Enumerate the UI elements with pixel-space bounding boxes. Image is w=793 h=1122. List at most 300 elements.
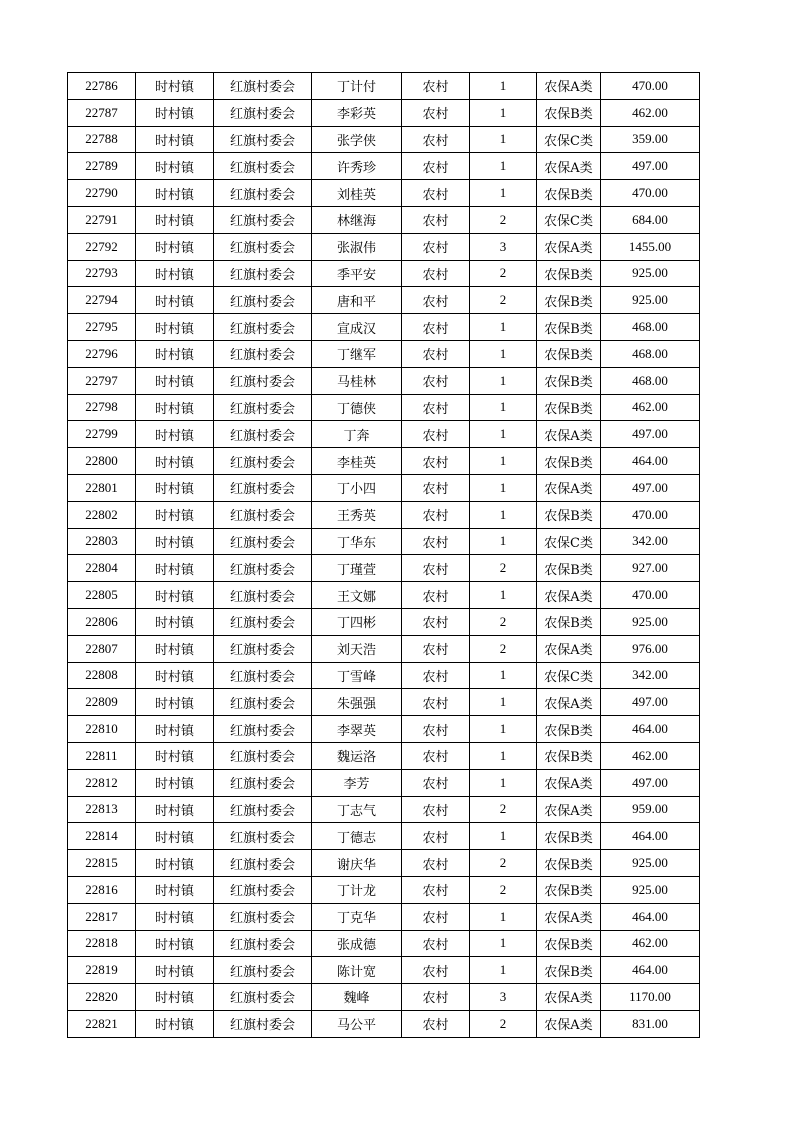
cell-name: 丁小四 xyxy=(312,474,402,501)
cell-id: 22800 xyxy=(68,448,136,475)
cell-name: 魏峰 xyxy=(312,984,402,1011)
table-row xyxy=(68,742,700,769)
cell-name: 丁计付 xyxy=(312,73,402,100)
cell-village: 红旗村委会 xyxy=(214,528,312,555)
cell-amount: 684.00 xyxy=(601,206,700,233)
cell-area: 农村 xyxy=(402,903,470,930)
cell-name: 丁计龙 xyxy=(312,876,402,903)
table-row xyxy=(68,1010,700,1037)
cell-count: 1 xyxy=(470,474,537,501)
cell-category: 农保A类 xyxy=(537,73,601,100)
cell-town: 时村镇 xyxy=(136,206,214,233)
cell-amount: 462.00 xyxy=(601,99,700,126)
cell-count: 1 xyxy=(470,340,537,367)
cell-village: 红旗村委会 xyxy=(214,153,312,180)
cell-id: 22804 xyxy=(68,555,136,582)
table-row xyxy=(68,180,700,207)
table-row xyxy=(68,501,700,528)
table-row xyxy=(68,233,700,260)
cell-village: 红旗村委会 xyxy=(214,421,312,448)
cell-count: 1 xyxy=(470,903,537,930)
cell-name: 马桂林 xyxy=(312,367,402,394)
cell-name: 李翠英 xyxy=(312,716,402,743)
table-row xyxy=(68,903,700,930)
cell-category: 农保B类 xyxy=(537,448,601,475)
table-body xyxy=(68,73,700,1038)
cell-amount: 359.00 xyxy=(601,126,700,153)
cell-area: 农村 xyxy=(402,99,470,126)
cell-category: 农保B类 xyxy=(537,930,601,957)
cell-village: 红旗村委会 xyxy=(214,742,312,769)
cell-category: 农保A类 xyxy=(537,1010,601,1037)
cell-amount: 925.00 xyxy=(601,287,700,314)
cell-village: 红旗村委会 xyxy=(214,689,312,716)
cell-village: 红旗村委会 xyxy=(214,555,312,582)
cell-name: 刘天浩 xyxy=(312,635,402,662)
cell-amount: 470.00 xyxy=(601,73,700,100)
cell-count: 1 xyxy=(470,394,537,421)
cell-amount: 470.00 xyxy=(601,180,700,207)
cell-category: 农保A类 xyxy=(537,421,601,448)
cell-category: 农保B类 xyxy=(537,876,601,903)
cell-area: 农村 xyxy=(402,340,470,367)
cell-amount: 342.00 xyxy=(601,528,700,555)
cell-count: 1 xyxy=(470,689,537,716)
cell-village: 红旗村委会 xyxy=(214,99,312,126)
cell-area: 农村 xyxy=(402,180,470,207)
cell-village: 红旗村委会 xyxy=(214,501,312,528)
cell-village: 红旗村委会 xyxy=(214,474,312,501)
cell-amount: 925.00 xyxy=(601,876,700,903)
cell-count: 2 xyxy=(470,1010,537,1037)
cell-category: 农保B类 xyxy=(537,957,601,984)
cell-area: 农村 xyxy=(402,287,470,314)
cell-amount: 468.00 xyxy=(601,314,700,341)
cell-town: 时村镇 xyxy=(136,957,214,984)
cell-name: 丁雪峰 xyxy=(312,662,402,689)
cell-village: 红旗村委会 xyxy=(214,635,312,662)
table-row xyxy=(68,930,700,957)
cell-count: 2 xyxy=(470,206,537,233)
table-row xyxy=(68,73,700,100)
cell-area: 农村 xyxy=(402,126,470,153)
cell-village: 红旗村委会 xyxy=(214,662,312,689)
cell-count: 1 xyxy=(470,314,537,341)
cell-name: 林继海 xyxy=(312,206,402,233)
cell-town: 时村镇 xyxy=(136,1010,214,1037)
cell-village: 红旗村委会 xyxy=(214,448,312,475)
cell-area: 农村 xyxy=(402,635,470,662)
cell-area: 农村 xyxy=(402,448,470,475)
cell-category: 农保A类 xyxy=(537,474,601,501)
cell-name: 张学侠 xyxy=(312,126,402,153)
cell-town: 时村镇 xyxy=(136,153,214,180)
cell-amount: 925.00 xyxy=(601,850,700,877)
cell-category: 农保A类 xyxy=(537,796,601,823)
table-row xyxy=(68,528,700,555)
cell-count: 2 xyxy=(470,876,537,903)
cell-amount: 464.00 xyxy=(601,957,700,984)
cell-area: 农村 xyxy=(402,528,470,555)
cell-area: 农村 xyxy=(402,796,470,823)
table-row xyxy=(68,850,700,877)
cell-name: 丁四彬 xyxy=(312,608,402,635)
cell-count: 2 xyxy=(470,796,537,823)
cell-amount: 470.00 xyxy=(601,582,700,609)
table-row xyxy=(68,582,700,609)
cell-count: 1 xyxy=(470,501,537,528)
cell-id: 22812 xyxy=(68,769,136,796)
cell-category: 农保A类 xyxy=(537,635,601,662)
cell-area: 农村 xyxy=(402,769,470,796)
cell-name: 丁克华 xyxy=(312,903,402,930)
cell-village: 红旗村委会 xyxy=(214,367,312,394)
cell-id: 22792 xyxy=(68,233,136,260)
cell-count: 1 xyxy=(470,73,537,100)
table-row xyxy=(68,957,700,984)
cell-count: 2 xyxy=(470,287,537,314)
cell-area: 农村 xyxy=(402,314,470,341)
cell-village: 红旗村委会 xyxy=(214,180,312,207)
cell-category: 农保A类 xyxy=(537,582,601,609)
cell-area: 农村 xyxy=(402,823,470,850)
cell-category: 农保B类 xyxy=(537,555,601,582)
cell-name: 刘桂英 xyxy=(312,180,402,207)
cell-village: 红旗村委会 xyxy=(214,340,312,367)
cell-village: 红旗村委会 xyxy=(214,260,312,287)
cell-name: 张淑伟 xyxy=(312,233,402,260)
cell-amount: 1170.00 xyxy=(601,984,700,1011)
cell-area: 农村 xyxy=(402,367,470,394)
table-row xyxy=(68,635,700,662)
cell-name: 马公平 xyxy=(312,1010,402,1037)
cell-area: 农村 xyxy=(402,716,470,743)
cell-category: 农保B类 xyxy=(537,287,601,314)
cell-area: 农村 xyxy=(402,474,470,501)
cell-id: 22790 xyxy=(68,180,136,207)
cell-id: 22813 xyxy=(68,796,136,823)
cell-amount: 497.00 xyxy=(601,153,700,180)
cell-id: 22795 xyxy=(68,314,136,341)
cell-area: 农村 xyxy=(402,1010,470,1037)
cell-village: 红旗村委会 xyxy=(214,823,312,850)
cell-village: 红旗村委会 xyxy=(214,206,312,233)
cell-area: 农村 xyxy=(402,394,470,421)
table-row xyxy=(68,421,700,448)
cell-id: 22810 xyxy=(68,716,136,743)
cell-category: 农保B类 xyxy=(537,850,601,877)
cell-count: 2 xyxy=(470,850,537,877)
cell-town: 时村镇 xyxy=(136,742,214,769)
cell-name: 唐和平 xyxy=(312,287,402,314)
table-row xyxy=(68,662,700,689)
cell-town: 时村镇 xyxy=(136,73,214,100)
cell-village: 红旗村委会 xyxy=(214,1010,312,1037)
cell-amount: 925.00 xyxy=(601,260,700,287)
cell-village: 红旗村委会 xyxy=(214,850,312,877)
cell-area: 农村 xyxy=(402,582,470,609)
cell-village: 红旗村委会 xyxy=(214,957,312,984)
cell-village: 红旗村委会 xyxy=(214,876,312,903)
table-row xyxy=(68,287,700,314)
cell-village: 红旗村委会 xyxy=(214,984,312,1011)
table-row xyxy=(68,260,700,287)
cell-category: 农保B类 xyxy=(537,716,601,743)
cell-name: 丁瑾萱 xyxy=(312,555,402,582)
cell-category: 农保B类 xyxy=(537,823,601,850)
cell-amount: 959.00 xyxy=(601,796,700,823)
cell-category: 农保B类 xyxy=(537,394,601,421)
cell-town: 时村镇 xyxy=(136,984,214,1011)
cell-amount: 925.00 xyxy=(601,608,700,635)
cell-category: 农保B类 xyxy=(537,501,601,528)
cell-name: 季平安 xyxy=(312,260,402,287)
cell-id: 22816 xyxy=(68,876,136,903)
cell-area: 农村 xyxy=(402,876,470,903)
cell-category: 农保A类 xyxy=(537,984,601,1011)
table-row xyxy=(68,367,700,394)
cell-count: 2 xyxy=(470,608,537,635)
cell-town: 时村镇 xyxy=(136,528,214,555)
cell-id: 22806 xyxy=(68,608,136,635)
cell-name: 魏运洛 xyxy=(312,742,402,769)
cell-category: 农保B类 xyxy=(537,608,601,635)
cell-amount: 470.00 xyxy=(601,501,700,528)
cell-count: 1 xyxy=(470,823,537,850)
cell-village: 红旗村委会 xyxy=(214,769,312,796)
table-row xyxy=(68,448,700,475)
table-row xyxy=(68,474,700,501)
cell-amount: 497.00 xyxy=(601,474,700,501)
cell-village: 红旗村委会 xyxy=(214,73,312,100)
cell-count: 2 xyxy=(470,635,537,662)
cell-amount: 927.00 xyxy=(601,555,700,582)
cell-area: 农村 xyxy=(402,233,470,260)
cell-amount: 462.00 xyxy=(601,742,700,769)
cell-town: 时村镇 xyxy=(136,796,214,823)
cell-town: 时村镇 xyxy=(136,501,214,528)
cell-village: 红旗村委会 xyxy=(214,233,312,260)
cell-id: 22798 xyxy=(68,394,136,421)
table-row xyxy=(68,394,700,421)
cell-amount: 464.00 xyxy=(601,716,700,743)
cell-name: 丁德志 xyxy=(312,823,402,850)
cell-amount: 462.00 xyxy=(601,394,700,421)
cell-category: 农保C类 xyxy=(537,528,601,555)
cell-name: 李芳 xyxy=(312,769,402,796)
cell-id: 22786 xyxy=(68,73,136,100)
cell-town: 时村镇 xyxy=(136,340,214,367)
cell-village: 红旗村委会 xyxy=(214,796,312,823)
cell-village: 红旗村委会 xyxy=(214,394,312,421)
cell-name: 丁奔 xyxy=(312,421,402,448)
cell-id: 22802 xyxy=(68,501,136,528)
table-row xyxy=(68,876,700,903)
cell-id: 22817 xyxy=(68,903,136,930)
cell-id: 22807 xyxy=(68,635,136,662)
cell-name: 丁继军 xyxy=(312,340,402,367)
cell-town: 时村镇 xyxy=(136,260,214,287)
cell-amount: 464.00 xyxy=(601,448,700,475)
cell-id: 22821 xyxy=(68,1010,136,1037)
cell-village: 红旗村委会 xyxy=(214,903,312,930)
cell-area: 农村 xyxy=(402,260,470,287)
cell-town: 时村镇 xyxy=(136,662,214,689)
cell-category: 农保A类 xyxy=(537,233,601,260)
cell-amount: 464.00 xyxy=(601,823,700,850)
cell-category: 农保B类 xyxy=(537,99,601,126)
cell-town: 时村镇 xyxy=(136,850,214,877)
cell-count: 3 xyxy=(470,233,537,260)
cell-category: 农保A类 xyxy=(537,689,601,716)
cell-category: 农保C类 xyxy=(537,206,601,233)
cell-category: 农保A类 xyxy=(537,769,601,796)
cell-area: 农村 xyxy=(402,206,470,233)
cell-town: 时村镇 xyxy=(136,689,214,716)
cell-town: 时村镇 xyxy=(136,287,214,314)
cell-village: 红旗村委会 xyxy=(214,716,312,743)
cell-count: 1 xyxy=(470,180,537,207)
table-row xyxy=(68,555,700,582)
cell-count: 1 xyxy=(470,662,537,689)
cell-id: 22819 xyxy=(68,957,136,984)
cell-id: 22809 xyxy=(68,689,136,716)
cell-id: 22808 xyxy=(68,662,136,689)
cell-town: 时村镇 xyxy=(136,823,214,850)
cell-area: 农村 xyxy=(402,742,470,769)
cell-id: 22793 xyxy=(68,260,136,287)
cell-id: 22791 xyxy=(68,206,136,233)
cell-town: 时村镇 xyxy=(136,903,214,930)
cell-id: 22814 xyxy=(68,823,136,850)
cell-town: 时村镇 xyxy=(136,555,214,582)
cell-count: 1 xyxy=(470,930,537,957)
cell-name: 李桂英 xyxy=(312,448,402,475)
table-row xyxy=(68,608,700,635)
cell-area: 农村 xyxy=(402,73,470,100)
cell-id: 22811 xyxy=(68,742,136,769)
cell-area: 农村 xyxy=(402,850,470,877)
cell-id: 22797 xyxy=(68,367,136,394)
cell-amount: 462.00 xyxy=(601,930,700,957)
cell-id: 22789 xyxy=(68,153,136,180)
cell-town: 时村镇 xyxy=(136,233,214,260)
cell-category: 农保B类 xyxy=(537,340,601,367)
cell-category: 农保B类 xyxy=(537,367,601,394)
cell-count: 1 xyxy=(470,742,537,769)
cell-area: 农村 xyxy=(402,930,470,957)
cell-count: 1 xyxy=(470,153,537,180)
table-row xyxy=(68,340,700,367)
cell-town: 时村镇 xyxy=(136,716,214,743)
cell-town: 时村镇 xyxy=(136,930,214,957)
cell-count: 1 xyxy=(470,99,537,126)
cell-area: 农村 xyxy=(402,662,470,689)
cell-amount: 464.00 xyxy=(601,903,700,930)
cell-category: 农保B类 xyxy=(537,314,601,341)
cell-town: 时村镇 xyxy=(136,608,214,635)
cell-count: 2 xyxy=(470,555,537,582)
cell-count: 1 xyxy=(470,126,537,153)
cell-area: 农村 xyxy=(402,984,470,1011)
cell-count: 2 xyxy=(470,260,537,287)
cell-count: 1 xyxy=(470,421,537,448)
cell-category: 农保C类 xyxy=(537,126,601,153)
cell-name: 许秀珍 xyxy=(312,153,402,180)
cell-name: 丁华东 xyxy=(312,528,402,555)
records-table xyxy=(67,72,700,1038)
table-row xyxy=(68,823,700,850)
cell-village: 红旗村委会 xyxy=(214,608,312,635)
table-row xyxy=(68,99,700,126)
cell-count: 1 xyxy=(470,716,537,743)
cell-name: 宣成汉 xyxy=(312,314,402,341)
cell-category: 农保B类 xyxy=(537,260,601,287)
cell-name: 丁德侠 xyxy=(312,394,402,421)
cell-area: 农村 xyxy=(402,957,470,984)
cell-village: 红旗村委会 xyxy=(214,287,312,314)
cell-count: 1 xyxy=(470,528,537,555)
cell-id: 22805 xyxy=(68,582,136,609)
cell-count: 3 xyxy=(470,984,537,1011)
cell-id: 22794 xyxy=(68,287,136,314)
table-row xyxy=(68,206,700,233)
table-row xyxy=(68,769,700,796)
cell-area: 农村 xyxy=(402,555,470,582)
cell-town: 时村镇 xyxy=(136,582,214,609)
cell-village: 红旗村委会 xyxy=(214,582,312,609)
cell-town: 时村镇 xyxy=(136,474,214,501)
cell-name: 王文娜 xyxy=(312,582,402,609)
cell-town: 时村镇 xyxy=(136,421,214,448)
cell-town: 时村镇 xyxy=(136,448,214,475)
cell-name: 张成德 xyxy=(312,930,402,957)
cell-town: 时村镇 xyxy=(136,367,214,394)
cell-name: 王秀英 xyxy=(312,501,402,528)
cell-name: 陈计宽 xyxy=(312,957,402,984)
cell-name: 谢庆华 xyxy=(312,850,402,877)
cell-area: 农村 xyxy=(402,608,470,635)
cell-category: 农保B类 xyxy=(537,180,601,207)
cell-count: 1 xyxy=(470,582,537,609)
cell-amount: 468.00 xyxy=(601,367,700,394)
cell-amount: 497.00 xyxy=(601,421,700,448)
cell-area: 农村 xyxy=(402,689,470,716)
cell-count: 1 xyxy=(470,367,537,394)
cell-id: 22796 xyxy=(68,340,136,367)
cell-town: 时村镇 xyxy=(136,99,214,126)
cell-town: 时村镇 xyxy=(136,394,214,421)
table-row xyxy=(68,984,700,1011)
cell-town: 时村镇 xyxy=(136,314,214,341)
cell-name: 朱强强 xyxy=(312,689,402,716)
table-row xyxy=(68,716,700,743)
cell-category: 农保C类 xyxy=(537,662,601,689)
cell-area: 农村 xyxy=(402,421,470,448)
cell-id: 22788 xyxy=(68,126,136,153)
table-row xyxy=(68,796,700,823)
cell-town: 时村镇 xyxy=(136,876,214,903)
cell-amount: 831.00 xyxy=(601,1010,700,1037)
cell-id: 22787 xyxy=(68,99,136,126)
cell-town: 时村镇 xyxy=(136,180,214,207)
cell-town: 时村镇 xyxy=(136,126,214,153)
cell-name: 李彩英 xyxy=(312,99,402,126)
cell-amount: 342.00 xyxy=(601,662,700,689)
cell-category: 农保A类 xyxy=(537,903,601,930)
cell-name: 丁志气 xyxy=(312,796,402,823)
cell-area: 农村 xyxy=(402,501,470,528)
